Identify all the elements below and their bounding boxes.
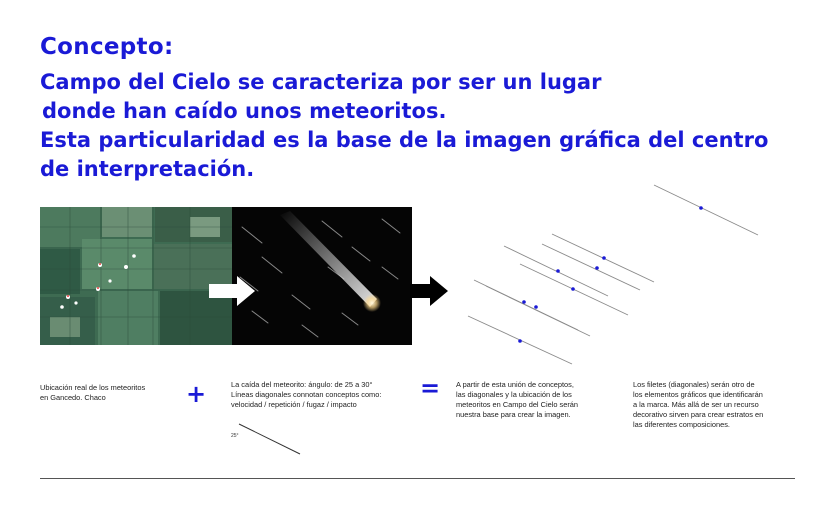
- diagonal-lines-composition: [440, 180, 770, 375]
- intro-line: Campo del Cielo se caracteriza por ser un lugar: [40, 70, 602, 94]
- caption-line: los elementos gráficos que identificarán: [633, 390, 763, 399]
- right-arrow-icon: [209, 276, 255, 311]
- caption-union: [456, 380, 578, 420]
- caption-line: nuestra base para crear la imagen.: [456, 410, 571, 419]
- caption-line: meteoritos en Campo del Cielo serán: [456, 400, 579, 409]
- caption-line: las diferentes composiciones.: [633, 420, 730, 429]
- caption-line: a la marca. Más allá de ser un recurso: [633, 400, 759, 409]
- caption-location: [40, 383, 145, 403]
- caption-line: A partir de esta unión de conceptos,: [456, 380, 574, 389]
- intro-line: Esta particularidad es la base de la imagen gráfica del centro: [40, 128, 769, 152]
- intro-line: de interpretación.: [40, 157, 255, 181]
- caption-filetes: [633, 380, 763, 430]
- page-heading: Concepto:: [40, 34, 174, 60]
- plus-operator: +: [186, 380, 207, 408]
- caption-line: Los filetes (diagonales) serán otro de: [633, 380, 755, 389]
- caption-line: decorativo sirven para crear estratos en: [633, 410, 764, 419]
- angle-label: 25°: [231, 433, 239, 439]
- caption-line: velocidad / repetición / fugaz / impacto: [231, 400, 357, 409]
- equals-operator: =: [420, 374, 441, 402]
- angle-diagonal-line: [238, 422, 302, 461]
- satellite-map-image: [40, 207, 232, 345]
- caption-line: Ubicación real de los meteoritos: [40, 383, 146, 392]
- meteor-image: [232, 207, 412, 345]
- caption-fall: [231, 380, 381, 410]
- bottom-divider: [40, 478, 795, 479]
- caption-line: en Gancedo. Chaco: [40, 393, 106, 402]
- intro-paragraph: [40, 68, 768, 184]
- caption-line: Líneas diagonales connotan conceptos como:: [231, 390, 382, 399]
- intro-line: donde han caído unos meteoritos.: [42, 99, 447, 123]
- caption-line: La caída del meteorito: ángulo: de 25 a 30°: [231, 380, 373, 389]
- caption-line: las diagonales y la ubicación de los: [456, 390, 572, 399]
